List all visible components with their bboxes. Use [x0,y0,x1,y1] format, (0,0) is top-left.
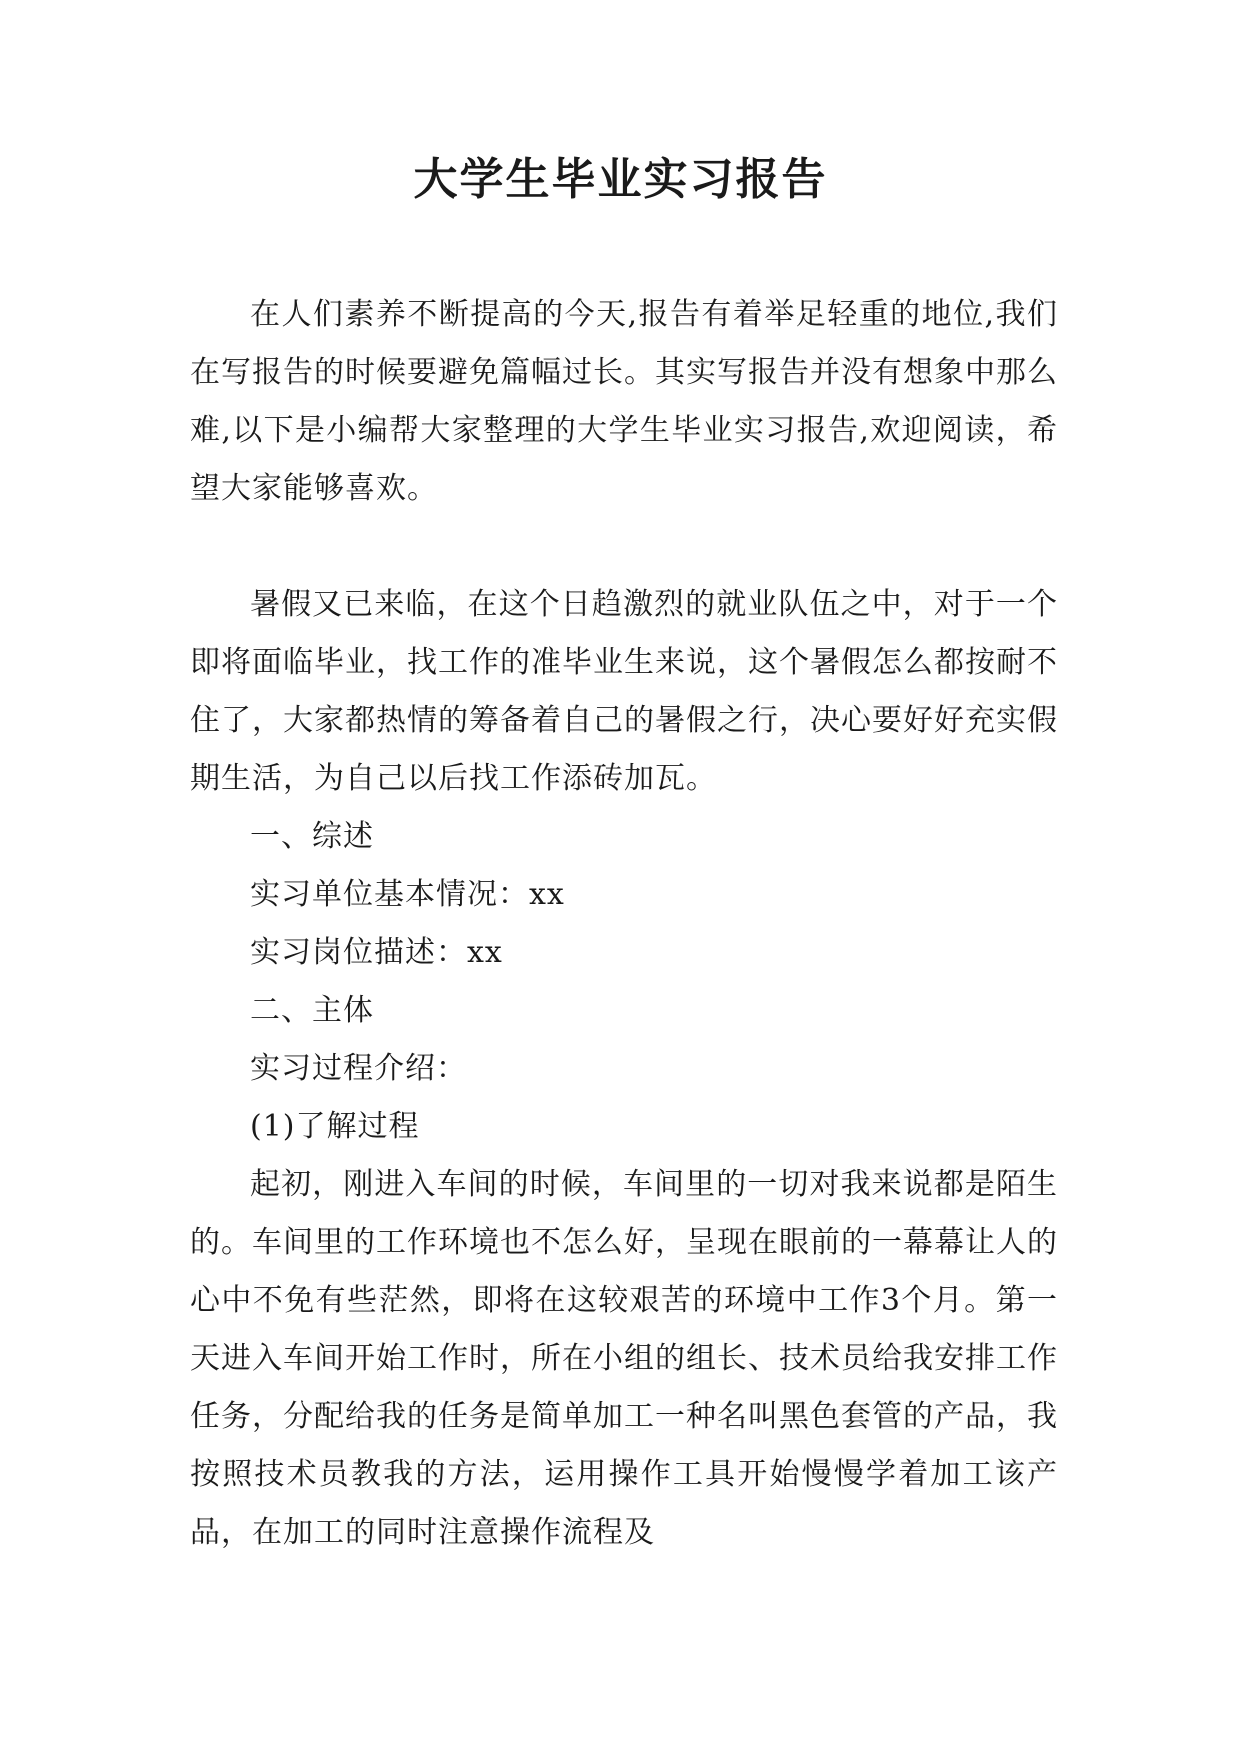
intro-paragraph: 在人们素养不断提高的今天,报告有着举足轻重的地位,我们在写报告的时候要避免篇幅过长。其实写报告并没有想象中那么难,以下是小编帮大家整理的大学生毕业实习报告,欢迎阅读，希望大家能够喜欢。 [190,297,1058,506]
internship-position-info: 实习岗位描述：xx [250,935,503,970]
document-title: 大学生毕业实习报告 [413,154,828,205]
summer-paragraph: 暑假又已来临，在这个日趋激烈的就业队伍之中，对于一个即将面临毕业，找工作的准毕业生来说，这个暑假怎么都按耐不住了，大家都热情的筹备着自己的暑假之行，决心要好好充实假期生活，为自己以后找工作添砖加瓦。 [190,587,1058,796]
workshop-paragraph: 起初，刚进入车间的时候，车间里的一切对我来说都是陌生的。车间里的工作环境也不怎么好，呈现在眼前的一幕幕让人的心中不免有些茫然，即将在这较艰苦的环境中工作3个月。第一天进入车间开始工作时，所在小组的组长、技术员给我安排工作任务，分配给我的任务是简单加工一种名叫黑色套管的产品，我按照技术员教我的方法，运用操作工具开始慢慢学着加工该产品，在加工的同时注意操作流程及 [190,1167,1058,1550]
document-body [190,286,1058,1562]
section-heading-overview: 一、综述 [250,819,374,854]
section-heading-main: 二、主体 [250,993,374,1028]
subsection-understanding: (1)了解过程 [250,1109,420,1144]
process-intro-label: 实习过程介绍： [250,1051,467,1086]
internship-unit-info: 实习单位基本情况：xx [250,877,565,912]
